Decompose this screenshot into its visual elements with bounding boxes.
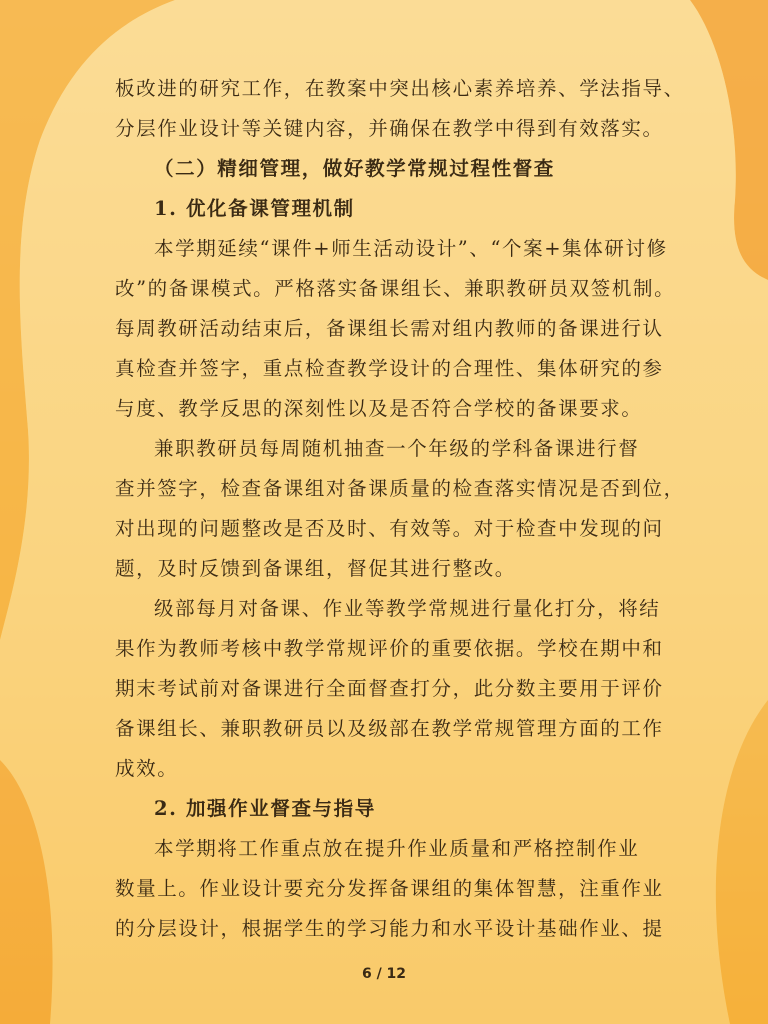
section-heading: （二）精细管理，做好教学常规过程性督查 bbox=[154, 157, 555, 180]
paragraph-first-line: 兼职教研员每周随机抽查一个年级的学科备课进行督 bbox=[154, 437, 640, 460]
paragraph-first-line: 本学期延续“课件+师生活动设计”、“个案+集体研讨修 bbox=[154, 237, 668, 260]
body-line: 数量上。作业设计要充分发挥备课组的集体智慧，注重作业 bbox=[115, 877, 664, 900]
paragraph-first-line: 级部每月对备课、作业等教学常规进行量化打分，将结 bbox=[154, 597, 661, 620]
body-line: 果作为教师考核中教学常规评价的重要依据。学校在期中和 bbox=[115, 637, 664, 660]
body-line: 成效。 bbox=[115, 757, 179, 780]
subsection-heading: 1. 优化备课管理机制 bbox=[154, 197, 355, 220]
paragraph-first-line: 本学期将工作重点放在提升作业质量和严格控制作业 bbox=[154, 837, 640, 860]
body-line: 分层作业设计等关键内容，并确保在教学中得到有效落实。 bbox=[115, 117, 664, 140]
body-line: 改”的备课模式。严格落实备课组长、兼职教研员双签机制。 bbox=[115, 277, 676, 300]
body-line: 板改进的研究工作，在教案中突出核心素养培养、学法指导、 bbox=[115, 77, 685, 100]
body-line: 与度、教学反思的深刻性以及是否符合学校的备课要求。 bbox=[115, 397, 643, 420]
body-line: 的分层设计，根据学生的学习能力和水平设计基础作业、提 bbox=[115, 917, 664, 940]
subsection-heading: 2. 加强作业督查与指导 bbox=[154, 797, 376, 820]
body-line: 题，及时反馈到备课组，督促其进行整改。 bbox=[115, 557, 516, 580]
body-line: 期末考试前对备课进行全面督查打分，此分数主要用于评价 bbox=[115, 677, 664, 700]
page-number: 6 / 12 bbox=[361, 966, 407, 982]
body-line: 备课组长、兼职教研员以及级部在教学常规管理方面的工作 bbox=[115, 717, 664, 740]
body-line: 每周教研活动结束后，备课组长需对组内教师的备课进行认 bbox=[115, 317, 664, 340]
body-line: 真检查并签字，重点检查教学设计的合理性、集体研究的参 bbox=[115, 357, 664, 380]
body-line: 查并签字，检查备课组对备课质量的检查落实情况是否到位， bbox=[115, 477, 685, 500]
body-line: 对出现的问题整改是否及时、有效等。对于检查中发现的问 bbox=[115, 517, 664, 540]
